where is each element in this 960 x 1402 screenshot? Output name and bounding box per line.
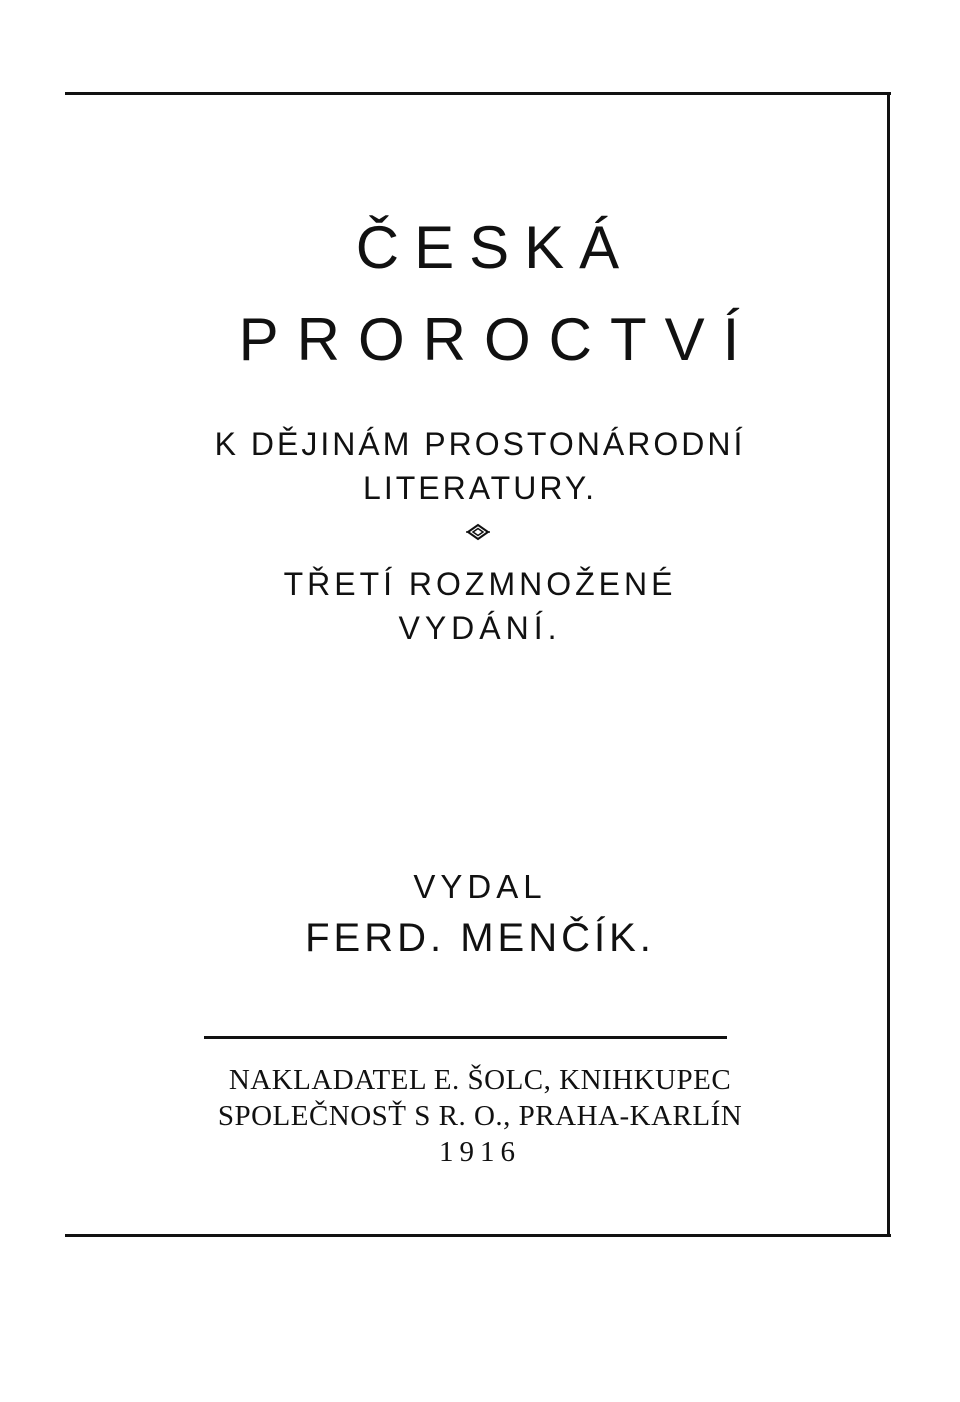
edition-line-1: TŘETÍ ROZMNOŽENÉ	[283, 566, 677, 602]
imprint-rule	[204, 1036, 727, 1039]
imprint-line-1: NAKLADATEL E. ŠOLC, KNIHKUPEC	[228, 1064, 732, 1096]
imprint-year: 1916	[439, 1136, 521, 1168]
editor-name: FERD. MENČÍK.	[305, 916, 655, 960]
title-line-1: ČESKÁ	[355, 214, 635, 281]
edition-line-2: VYDÁNÍ.	[398, 610, 562, 646]
imprint-line-2: SPOLEČNOSŤ S R. O., PRAHA-KARLÍN	[217, 1100, 743, 1132]
frame-bottom-rule	[65, 1234, 891, 1237]
title-line-2: PROROCTVÍ	[238, 306, 758, 373]
subtitle-line-1: K DĚJINÁM PROSTONÁRODNÍ	[214, 426, 746, 462]
subtitle-line-2: LITERATURY.	[363, 470, 597, 506]
publisher-label: VYDAL	[413, 868, 547, 905]
fleuron-icon	[466, 523, 490, 541]
frame-top-rule	[65, 92, 891, 95]
